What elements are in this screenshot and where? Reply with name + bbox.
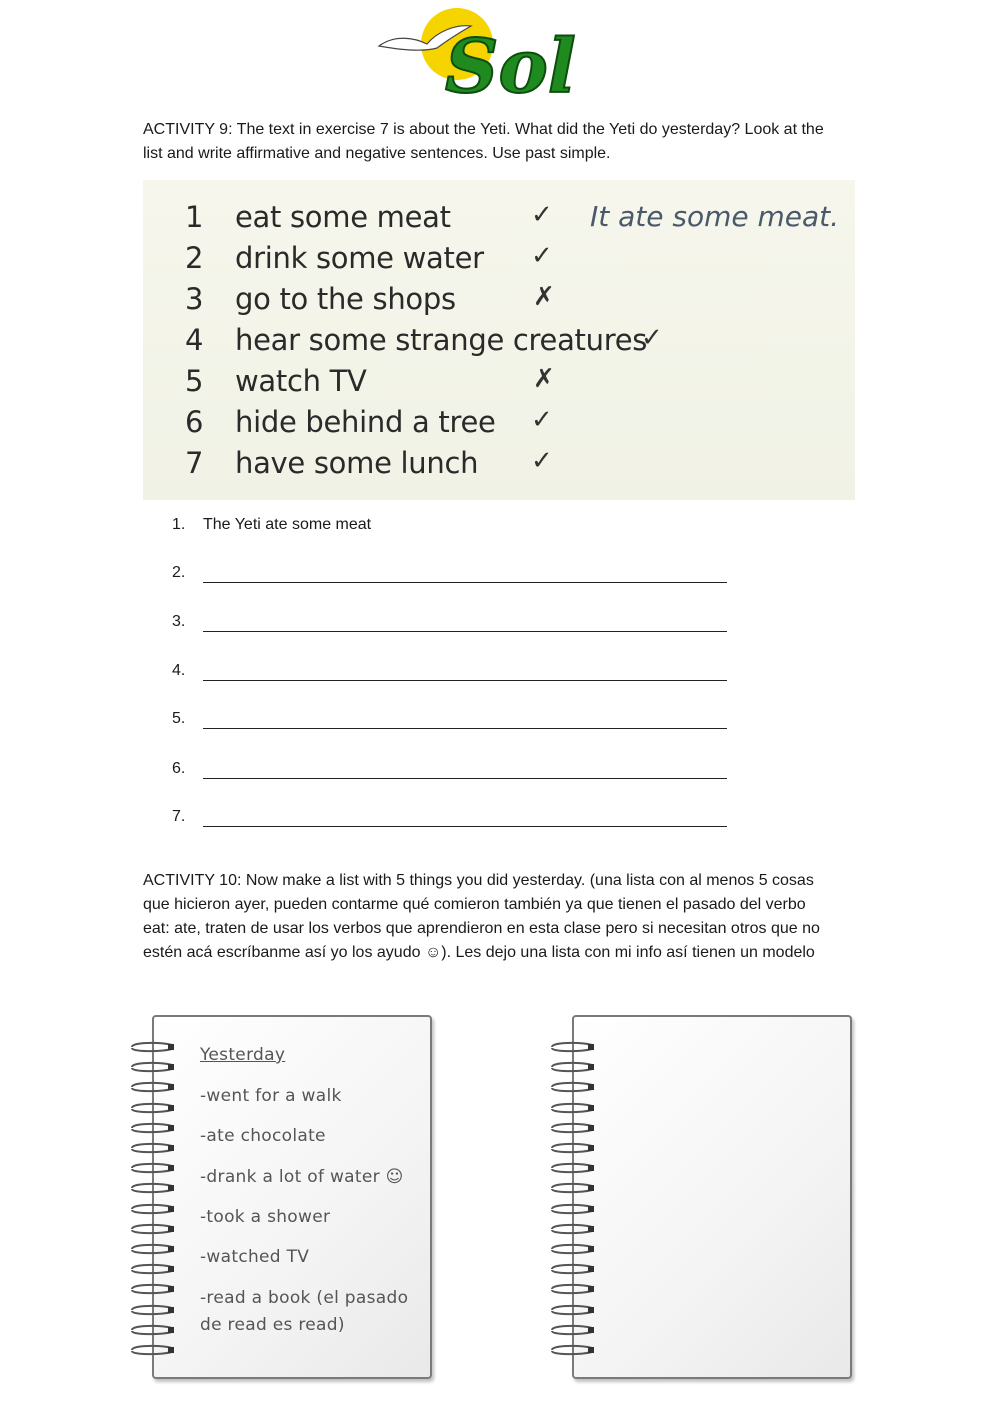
task-number: 4 <box>185 323 204 357</box>
cross-icon: ✗ <box>533 364 555 394</box>
answer-row <box>172 808 732 830</box>
spiral-ring-icon <box>550 1344 596 1356</box>
check-icon: ✓ <box>531 200 553 230</box>
notebook-item: -drank a lot of water ☺ <box>200 1167 404 1187</box>
spiral-ring-icon <box>550 1102 596 1114</box>
notebook-item: -went for a walk <box>200 1086 342 1106</box>
answer-number: 7. <box>172 808 186 825</box>
notebook-item: de read es read) <box>200 1315 345 1335</box>
spiral-ring-icon <box>550 1182 596 1194</box>
spiral-ring-icon <box>550 1162 596 1174</box>
spiral-ring-icon <box>130 1162 176 1174</box>
check-icon: ✓ <box>531 241 553 271</box>
answer-blank-line[interactable] <box>203 631 727 632</box>
spiral-ring-icon <box>130 1061 176 1073</box>
spiral-ring-icon <box>130 1304 176 1316</box>
task-item <box>143 364 855 405</box>
check-icon: ✓ <box>531 446 553 476</box>
instructions-line: ACTIVITY 10: Now make a list with 5 things you did yesterday. (una lista con al menos 5 cosas <box>143 872 814 889</box>
task-text: hear some strange creatures <box>235 323 648 357</box>
spiral-ring-icon <box>130 1283 176 1295</box>
answer-blank-line[interactable] <box>203 778 727 779</box>
spiral-ring-icon <box>550 1263 596 1275</box>
spiral-ring-icon <box>550 1142 596 1154</box>
task-item <box>143 323 855 364</box>
spiral-ring-icon <box>550 1243 596 1255</box>
answer-blank-line[interactable] <box>203 728 727 729</box>
spiral-ring-icon <box>130 1324 176 1336</box>
notebook-title: Yesterday <box>200 1045 286 1065</box>
spiral-ring-icon <box>550 1223 596 1235</box>
answer-blank-line[interactable] <box>203 826 727 827</box>
notebook-item: -ate chocolate <box>200 1126 326 1146</box>
instructions-line: estén acá escríbanme así yo los ayudo ☺). Les dejo una lista con mi info así tienen un modelo <box>143 944 815 961</box>
answer-number: 2. <box>172 564 186 581</box>
task-number: 7 <box>185 446 204 480</box>
spiral-ring-icon <box>550 1304 596 1316</box>
sol-logo <box>375 4 585 104</box>
spiral-ring-icon <box>130 1203 176 1215</box>
notebook-page[interactable] <box>572 1015 852 1379</box>
spiral-ring-icon <box>130 1122 176 1134</box>
answer-row <box>172 516 732 538</box>
spiral-ring-icon <box>550 1324 596 1336</box>
spiral-ring-icon <box>550 1283 596 1295</box>
instructions-line: eat: ate, traten de usar los verbos que aprendieron en esta clase pero si necesitan otros que no <box>143 920 820 937</box>
spiral-ring-icon <box>130 1182 176 1194</box>
answer-number: 1. <box>172 516 186 533</box>
spiral-ring-icon <box>550 1061 596 1073</box>
answer-number: 3. <box>172 613 186 630</box>
answer-row <box>172 760 732 782</box>
spiral-ring-icon <box>130 1102 176 1114</box>
task-example: It ate some meat. <box>590 200 840 233</box>
task-number: 6 <box>185 405 204 439</box>
cross-icon: ✗ <box>533 282 555 312</box>
task-number: 5 <box>185 364 204 398</box>
answer-blank-line[interactable] <box>203 680 727 681</box>
spiral-ring-icon <box>130 1081 176 1093</box>
spiral-ring-icon <box>130 1142 176 1154</box>
logo-text: Sol <box>445 24 576 104</box>
task-number: 2 <box>185 241 204 275</box>
task-item <box>143 405 855 446</box>
spiral-ring-icon <box>130 1041 176 1053</box>
spiral-ring-icon <box>550 1203 596 1215</box>
task-number: 1 <box>185 200 204 234</box>
answer-number: 6. <box>172 760 186 777</box>
task-text: drink some water <box>235 241 484 275</box>
answer-row <box>172 564 732 586</box>
task-item <box>143 446 855 487</box>
task-item <box>143 241 855 282</box>
answer-number: 4. <box>172 662 186 679</box>
answer-row <box>172 662 732 684</box>
answer-blank-line[interactable] <box>203 582 727 583</box>
instructions-line: que hicieron ayer, pueden contarme qué comieron también ya que tienen el pasado del verbo <box>143 896 806 913</box>
task-item <box>143 200 855 241</box>
spiral-ring-icon <box>130 1223 176 1235</box>
example-notebook <box>130 1015 430 1377</box>
answer-number: 5. <box>172 710 186 727</box>
spiral-ring-icon <box>550 1122 596 1134</box>
task-text: hide behind a tree <box>235 405 496 439</box>
check-icon: ✓ <box>531 405 553 435</box>
spiral-ring-icon <box>130 1344 176 1356</box>
blank-notebook[interactable] <box>550 1015 850 1377</box>
task-text: go to the shops <box>235 282 456 316</box>
answer-row <box>172 710 732 732</box>
task-text: have some lunch <box>235 446 479 480</box>
spiral-ring-icon <box>550 1041 596 1053</box>
notebook-item: -watched TV <box>200 1247 310 1267</box>
notebook-item: -took a shower <box>200 1207 331 1227</box>
check-icon: ✓ <box>641 323 663 353</box>
spiral-ring-icon <box>130 1243 176 1255</box>
task-text: watch TV <box>235 364 367 398</box>
spiral-ring-icon <box>130 1263 176 1275</box>
instructions-line: list and write affirmative and negative sentences. Use past simple. <box>143 145 611 162</box>
instructions-line: ACTIVITY 9: The text in exercise 7 is about the Yeti. What did the Yeti do yesterday? Look at the <box>143 121 824 138</box>
answer-text: The Yeti ate some meat <box>203 516 372 533</box>
activity9-instructions <box>143 118 863 166</box>
task-item <box>143 282 855 323</box>
notebook-item: -read a book (el pasado <box>200 1288 409 1308</box>
task-number: 3 <box>185 282 204 316</box>
spiral-ring-icon <box>550 1081 596 1093</box>
activity10-instructions <box>143 869 863 965</box>
task-text: eat some meat <box>235 200 451 234</box>
answer-row <box>172 613 732 635</box>
yeti-task-list <box>143 180 855 500</box>
